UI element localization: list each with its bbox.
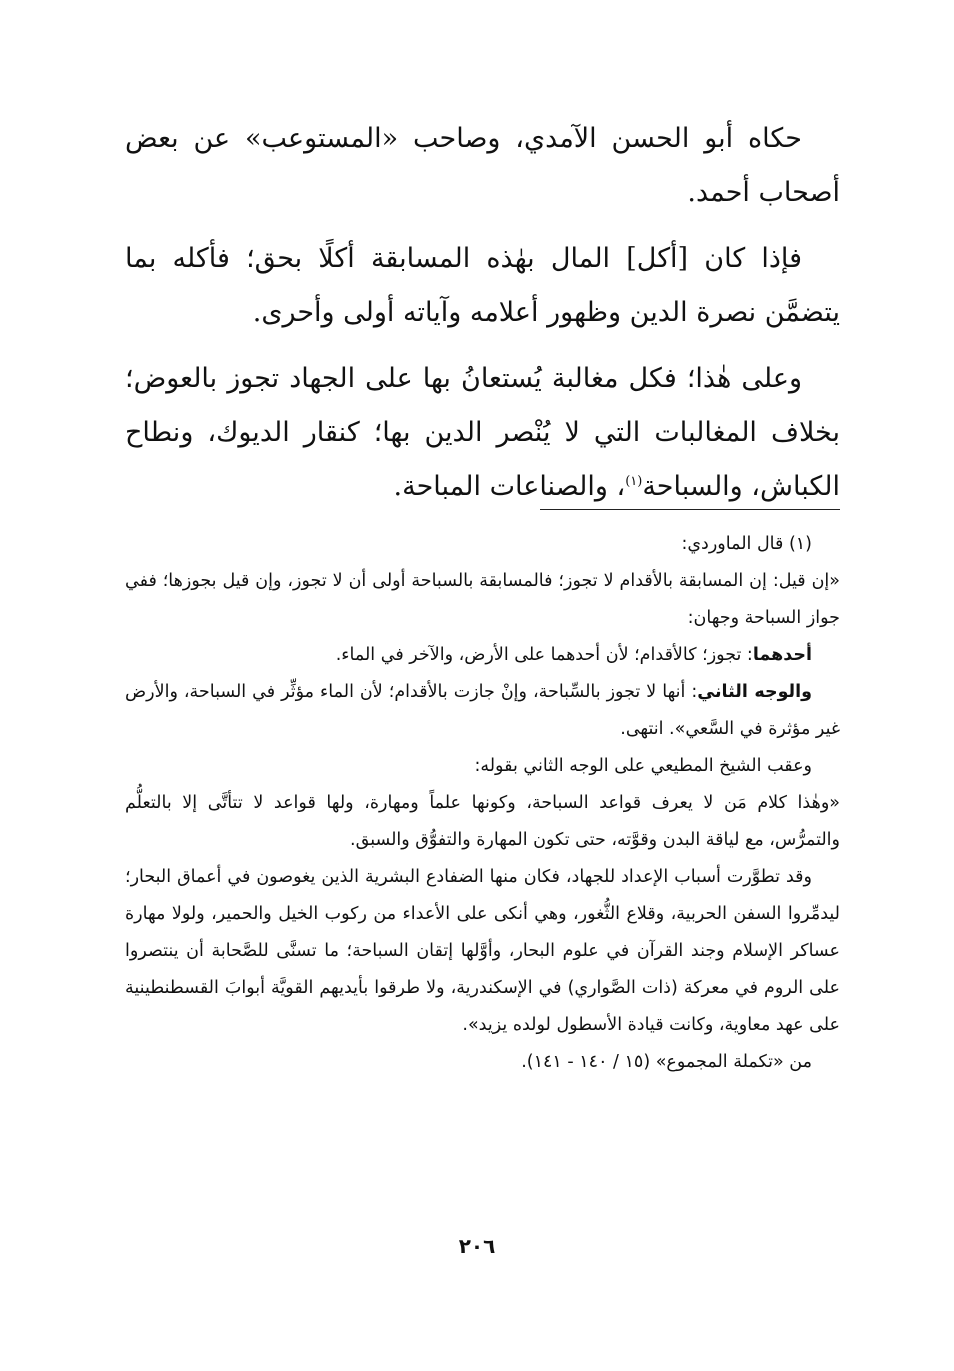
second-view-text: : أنها لا تجوز بالسِّباحة، وإنْ جازت بالأقدام؛ لأن الماء مؤثِّر في السباحة، والأرض غير مؤثرة في السَّعي». انتهى.	[125, 682, 840, 739]
footnote-source: من «تكملة المجموع» (١٥ / ١٤٠ - ١٤١).	[521, 1052, 812, 1072]
first-view-label: أحدهما	[752, 645, 812, 665]
paragraph-1: حكاه أبو الحسن الآمدي، وصاحب «المستوعب» عن بعض أصحاب أحمد.	[125, 123, 840, 208]
footnote-quote-2: «وهٰذا كلام مَن لا يعرف قواعد السباحة، وكونها علماً ومهارة، ولها قواعد لا تتأتَّى إلا بالتعلُّم والتمرُّس، مع لياقة البدن وقوَّته، حتى تكون المهارة والتفوُّق والسبق.	[125, 793, 840, 850]
second-view-label: والوجه الثاني	[697, 682, 812, 702]
paragraph-3-text: وعلى هٰذا؛ فكل مغالبة يُستعانُ بها على الجهاد تجوز بالعوض؛ بخلاف المغالبات التي لا يُنْصر الدين بها؛ كنقار الديوك، ونطاح الكباش، والسباحة	[125, 363, 840, 502]
page-number: ٢٠٦	[458, 1234, 496, 1258]
footnote-quote-1: «إن قيل: إن المسابقة بالأقدام لا تجوز؛ فالمسابقة بالسباحة أولى أن لا تجوز، وإن قيل بجوزها؛ ففي جواز السباحة وجهان:	[125, 571, 840, 628]
footnote-second-view	[125, 674, 840, 748]
footnote-marker[interactable]: (١)	[625, 474, 643, 489]
paragraph-3	[125, 352, 840, 514]
first-view-text: : تجوز؛ كالأقدام؛ لأن أحدهما على الأرض، والآخر في الماء.	[335, 645, 753, 665]
footnote-separator	[540, 509, 840, 510]
footnote-comment: وعقب الشيخ المطيعي على الوجه الثاني بقوله:	[474, 756, 812, 776]
footnote-heading: (١) قال الماوردي:	[681, 534, 812, 554]
footnote-first-view	[125, 637, 840, 674]
main-text	[125, 112, 840, 514]
paragraph-2: فإذا كان [أكل] المال بهٰذه المسابقة أكلًا بحق؛ فأكله بما يتضمَّن نصرة الدين وظهور أعلامه وآياته أولى وأحرى.	[125, 243, 840, 328]
footnote-quote-3: وقد تطوَّرت أسباب الإعداد للجهاد، فكان منها الضفادع البشرية الذين يغوصون في أعماق البحار؛ ليدمِّروا السفن الحربية، وقلاع الثُّغور، وهي أنكى على الأعداء من ركوب الخيل والحمير، ولولا مهارة عساكر الإسلام وجند القرآن في علوم البحار، وأوَّلها إتقان السباحة؛ ما تسنَّى للصَّحابة أن ينتصروا على الروم في معركة (ذات الصَّواري) في الإسكندرية، ولا طرقوا بأيديهم القويَّة أبوابَ القسطنطينية على عهد معاوية، وكانت قيادة الأسطول لولده يزيد».	[125, 867, 840, 1035]
paragraph-3-tail: ، والصناعات المباحة.	[393, 471, 626, 502]
footnotes	[125, 526, 840, 1081]
